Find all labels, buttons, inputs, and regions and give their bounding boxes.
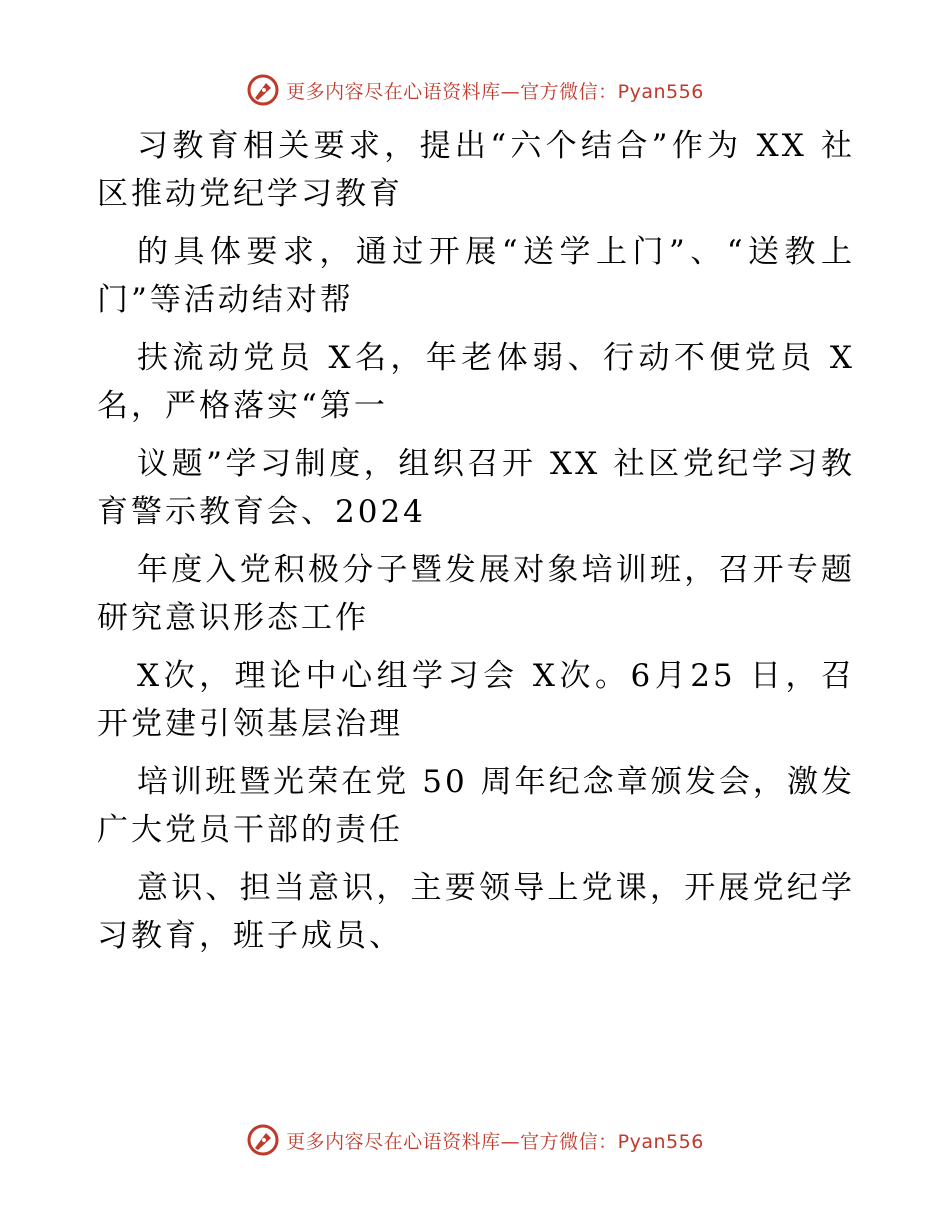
paragraph: 习教育相关要求，提出“六个结合”作为 XX 社区推动党纪学习教育 [97,128,855,212]
paragraph: 扶流动党员 X名，年老体弱、行动不便党员 X名，严格落实“第一 [97,340,855,424]
paragraph: X次，理论中心组学习会 X次。6月25 日，召开党建引领基层治理 [97,658,855,742]
paragraph: 议题”学习制度，组织召开 XX 社区党纪学习教育警示教育会、2024 [97,446,855,530]
paragraph: 培训班暨光荣在党 50 周年纪念章颁发会，激发广大党员干部的责任 [97,764,855,848]
paragraph: 的具体要求，通过开展“送学上门”、“送教上门”等活动结对帮 [97,234,855,318]
header-banner-text: 更多内容尽在心语资料库—官方微信：Pyan556 [286,80,704,103]
pen-nib-logo-icon [246,73,280,107]
paragraph: 意识、担当意识，主要领导上党课，开展党纪学习教育，班子成员、 [97,870,855,954]
footer-banner [0,1120,950,1160]
pen-nib-logo-icon [246,1123,280,1157]
footer-banner-text: 更多内容尽在心语资料库—官方微信：Pyan556 [286,1130,704,1153]
document-body [97,122,855,970]
header-banner [0,70,950,110]
paragraph: 年度入党积极分子暨发展对象培训班，召开专题研究意识形态工作 [97,552,855,636]
